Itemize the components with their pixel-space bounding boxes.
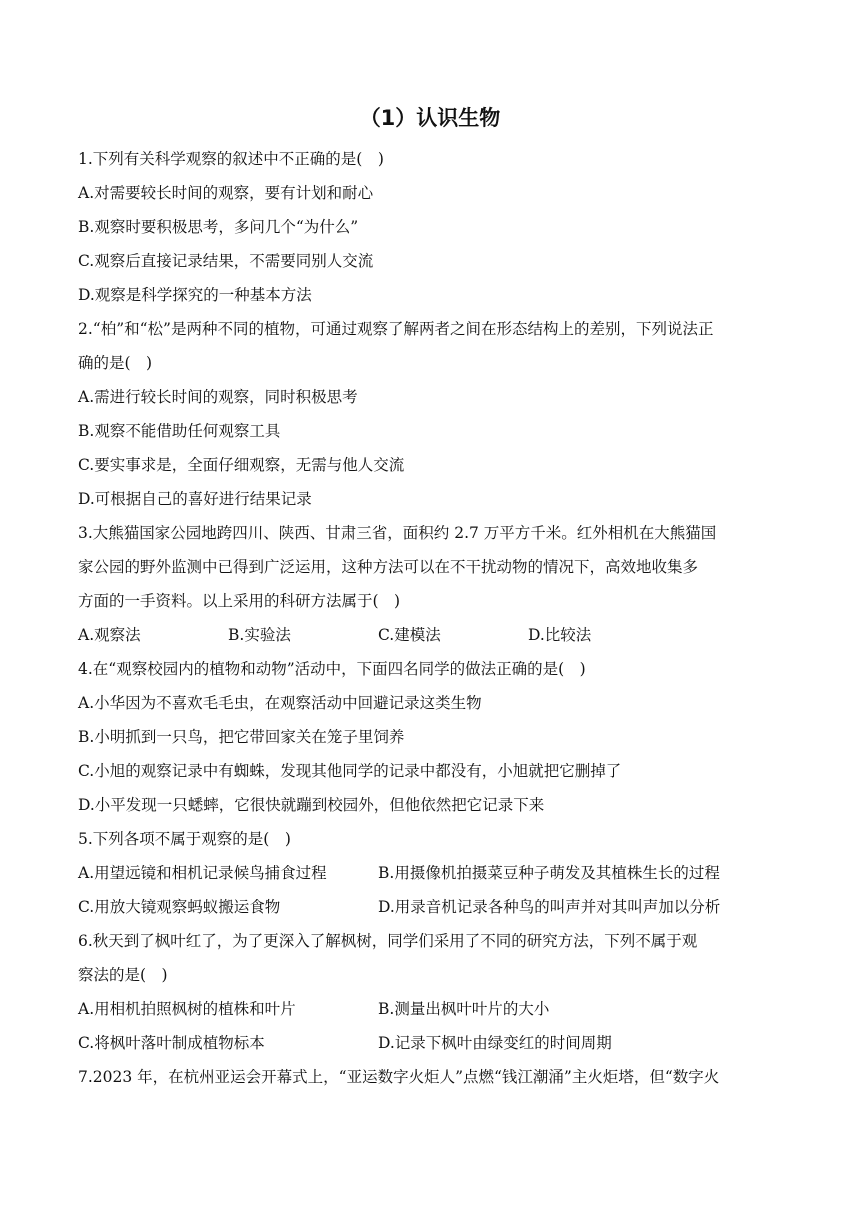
page-title: （1）认识生物 xyxy=(359,106,501,130)
option-d: D.可根据自己的喜好进行结果记录 xyxy=(78,490,312,508)
option-a: A.对需要较长时间的观察，要有计划和耐心 xyxy=(78,184,374,202)
option-d: D.比较法 xyxy=(528,626,592,644)
question-4 xyxy=(78,652,784,822)
option-c: C.小旭的观察记录中有蜘蛛，发现其他同学的记录中都没有，小旭就把它删掉了 xyxy=(78,762,622,780)
option-a: A.用相机拍照枫树的植株和叶片 xyxy=(78,1000,296,1018)
option-b: B.观察不能借助任何观察工具 xyxy=(78,422,281,440)
question-stem-line-2: 家公园的野外监测中已得到广泛运用，这种方法可以在不干扰动物的情况下，高效地收集多 xyxy=(78,558,699,576)
option-c: C.将枫叶落叶制成植物标本 xyxy=(78,1034,265,1052)
question-stem-line-2: 察法的是( ) xyxy=(78,966,168,984)
option-a: A.需进行较长时间的观察，同时积极思考 xyxy=(78,388,358,406)
option-c: C.观察后直接记录结果，不需要同别人交流 xyxy=(78,252,374,270)
option-d: D.小平发现一只蟋蟀，它很快就蹦到校园外，但他依然把它记录下来 xyxy=(78,796,545,814)
question-stem-line-1: 2.“柏”和“松”是两种不同的植物，可通过观察了解两者之间在形态结构上的差别，下列说法正 xyxy=(78,320,714,338)
question-5 xyxy=(78,822,784,924)
options-row-1 xyxy=(78,856,784,890)
option-d: D.记录下枫叶由绿变红的时间周期 xyxy=(378,1034,612,1052)
option-c: C.要实事求是，全面仔细观察，无需与他人交流 xyxy=(78,456,405,474)
option-c: C.建模法 xyxy=(378,626,441,644)
question-3 xyxy=(78,516,784,652)
option-b: B.用摄像机拍摄菜豆种子萌发及其植株生长的过程 xyxy=(378,864,720,882)
options-row-2 xyxy=(78,890,784,924)
option-b: B.小明抓到一只鸟，把它带回家关在笼子里饲养 xyxy=(78,728,405,746)
question-stem-line-1: 3.大熊猫国家公园地跨四川、陕西、甘肃三省，面积约 2.7 万平方千米。红外相机在大熊猫国 xyxy=(78,524,717,542)
option-b: B.测量出枫叶叶片的大小 xyxy=(378,1000,550,1018)
question-stem: 7.2023 年，在杭州亚运会开幕式上，“亚运数字火炬人”点燃“钱江潮涌”主火炬塔，但“数字火 xyxy=(78,1068,720,1086)
options-row xyxy=(78,618,784,652)
option-a: A.观察法 xyxy=(78,626,141,644)
question-stem: 1.下列有关科学观察的叙述中不正确的是( ) xyxy=(78,150,384,168)
option-b: B.观察时要积极思考，多问几个“为什么” xyxy=(78,218,359,236)
question-stem-line-2: 确的是( ) xyxy=(78,354,153,372)
option-b: B.实验法 xyxy=(228,626,291,644)
options-row-1 xyxy=(78,992,784,1026)
question-stem-line-3: 方面的一手资料。以上采用的科研方法属于( ) xyxy=(78,592,401,610)
option-a: A.小华因为不喜欢毛毛虫，在观察活动中回避记录这类生物 xyxy=(78,694,482,712)
option-c: C.用放大镜观察蚂蚁搬运食物 xyxy=(78,898,281,916)
question-1 xyxy=(78,142,784,312)
question-7 xyxy=(78,1060,784,1094)
question-6 xyxy=(78,924,784,1060)
question-stem: 4.在“观察校园内的植物和动物”活动中，下面四名同学的做法正确的是( ) xyxy=(78,660,586,678)
option-d: D.用录音机记录各种鸟的叫声并对其叫声加以分析 xyxy=(378,898,721,916)
question-stem-line-1: 6.秋天到了枫叶红了，为了更深入了解枫树，同学们采用了不同的研究方法，下列不属于观 xyxy=(78,932,698,950)
option-d: D.观察是科学探究的一种基本方法 xyxy=(78,286,312,304)
question-stem: 5.下列各项不属于观察的是( ) xyxy=(78,830,291,848)
option-a: A.用望远镜和相机记录候鸟捕食过程 xyxy=(78,864,327,882)
question-list xyxy=(78,142,784,1094)
options-row-2 xyxy=(78,1026,784,1060)
question-2 xyxy=(78,312,784,516)
